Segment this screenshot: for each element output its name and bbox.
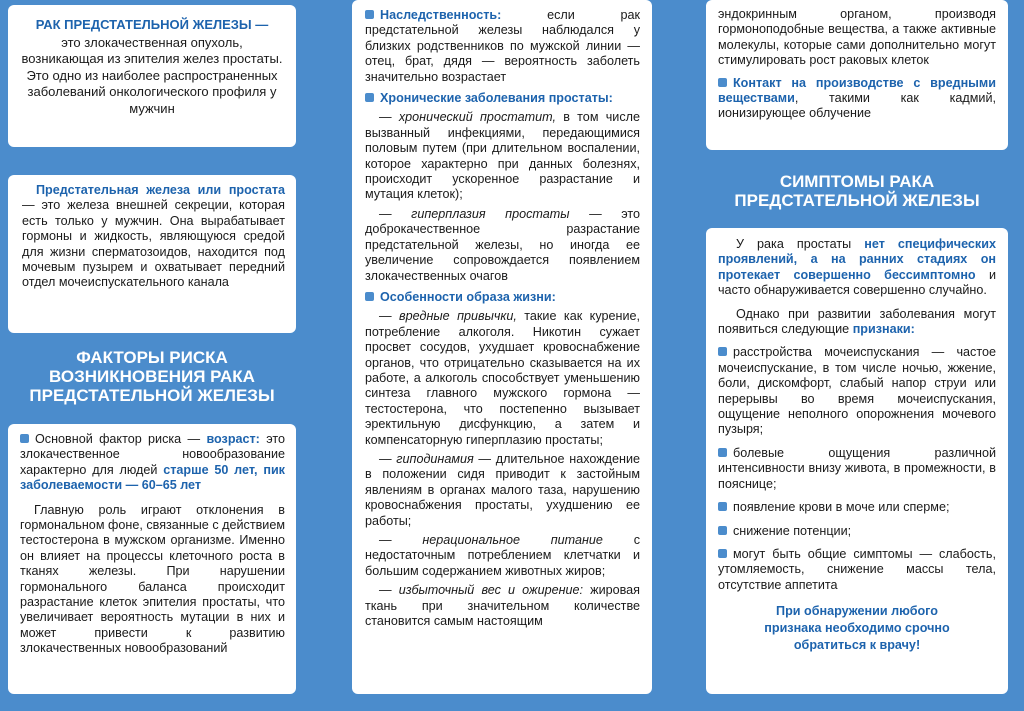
symptoms-box — [706, 228, 1008, 694]
bullet-icon — [718, 78, 727, 87]
definition-box — [8, 5, 296, 147]
lifestyle-item-1: — вредные привычки, такие как курение, потребление алкоголя. Никотин сужает просвет сосудов, ухудшает кровоснабжение органов, что отрицательно сказывается на их работе, а алкоголь способствует уменьшению синтеза главного мужского гормона — тестостерона, что постепенно вызывает эректильную дисфункцию, а затем и компенсаторную гиперплазию простаты; — [365, 309, 640, 447]
sign-item: расстройства мочеиспускания — частое мочеиспускание, в том числе ночью, жжение, боли, дискомфорт, слабый напор струи или перерывы во время мочеиспускания, ощущение неполного опорожнения мочевого пузыря; — [718, 345, 996, 437]
hormone-paragraph: Главную роль играют отклонения в гормональном фоне, связанные с действием тестостерона в мужском организме. Именно он влияет на процессы клеточного роста в тканях железы. При нарушении гормонального баланса происходит разрастание клеток эпителия простаты, что увеличивает вероятность мутации в них и может привести к развитию злокачественных новообразований — [20, 502, 285, 656]
risk-list-box — [352, 0, 652, 694]
age-box — [8, 424, 296, 694]
age-paragraph — [20, 432, 285, 494]
sign-item: снижение потенции; — [718, 524, 996, 539]
continuation-text: эндокринным органом, производя гормоноподобные вещества, а также активные молекулы, которые сами дополнительно могут стимулировать рост раковых клеток — [718, 7, 996, 68]
contact-paragraph — [718, 76, 996, 122]
prostate-title: Предстательная железа или простата — [36, 183, 285, 197]
prostate-paragraph — [22, 183, 285, 291]
symptoms-p2: Однако при развитии заболевания могут появиться следующие признаки: — [718, 306, 996, 337]
lifestyle-item-4: — избыточный вес и ожирение: жировая ткань при значительном количестве становится самым настоящим — [365, 583, 640, 629]
bullet-icon — [365, 292, 374, 301]
sign-item: болевые ощущения различной интенсивности внизу живота, в промежности, в пояснице; — [718, 445, 996, 491]
prostate-box — [8, 175, 296, 333]
bullet-icon — [718, 502, 727, 511]
heredity-title: Наследственность: — [380, 8, 502, 22]
definition-title: РАК ПРЕДСТАТЕЛЬНОЙ ЖЕЛЕЗЫ — — [35, 17, 269, 32]
definition-text: это злокачественная опухоль, возникающая из эпителия желез простаты. Это одно из наиболее распространенных заболеваний онкологического профиля у мужчин — [21, 34, 283, 116]
age-intro-bold: возраст: — [206, 432, 260, 446]
lifestyle-title: Особенности образа жизни: — [365, 290, 640, 305]
bullet-icon — [20, 434, 29, 443]
age-bold: старше 50 лет, пик заболеваемости — 60–65 лет — [20, 462, 285, 493]
prostate-text: — это железа внешней секреции, которая есть только у мужчин. Она вырабатывает гормоны и жидкость, являющуюся средой для жизни сперматозоидов, находится под мочевым пузырем и охватывает передний отдел мочеиспускательного канала — [22, 198, 285, 290]
age-intro: Основной фактор риска — — [35, 432, 207, 446]
risk-factors-heading: ФАКТОРЫ РИСКА ВОЗНИКНОВЕНИЯ РАКА ПРЕДСТАТЕЛЬНОЙ ЖЕЛЕЗЫ — [29, 348, 275, 405]
contact-text: , такими как кадмий, ионизирующее облучение — [718, 91, 996, 121]
symptoms-p1: У рака простаты нет специфических проявлений, а на ранних стадиях он протекает совершенно бессимптомно и часто обнаруживается совершенно случайно. — [718, 237, 996, 298]
lifestyle-item-3: — нерациональное питание с недостаточным потреблением клетчатки и большим содержанием животных жиров; — [365, 533, 640, 578]
sign-item: могут быть общие симптомы — слабость, утомляемость, снижение массы тела, отсутствие аппетита — [718, 546, 996, 592]
sign-item: появление крови в моче или сперме; — [718, 500, 996, 515]
heredity-text: если рак предстательной железы наблюдался у близких родственников по мужской линии — отец, брат, дядя — вероятность заболеть значительно возрастает — [365, 8, 640, 84]
lifestyle-item-2: — гиподинамия — длительное нахождение в положении сидя приводит к застойным явлениям в органах малого таза, нарушению кровоснабжения простаты, ухудшению ее работы; — [365, 451, 640, 528]
symptoms-heading: СИМПТОМЫ РАКА ПРЕДСТАТЕЛЬНОЙ ЖЕЛЕЗЫ — [734, 172, 980, 210]
bullet-icon — [718, 549, 727, 558]
bullet-icon — [365, 10, 374, 19]
final-call: При обнаружении любого признака необходимо срочно обратиться к врачу! — [764, 604, 950, 653]
continuation-box — [706, 0, 1008, 150]
heredity-paragraph — [365, 8, 640, 85]
chronic-item-2: — гиперплазия простаты — это доброкачественное разрастание предстательной железы, но иногда ее увеличение сопровождается появлением злокачественных очагов — [365, 206, 640, 283]
bullet-icon — [718, 347, 727, 356]
contact-title: Контакт на производстве с вредными веществами — [718, 75, 996, 106]
bullet-icon — [718, 526, 727, 535]
chronic-title: Хронические заболевания простаты: — [365, 91, 640, 106]
bullet-icon — [718, 448, 727, 457]
chronic-item-1: — хронический простатит, в том числе вызванный инфекциями, передающимися половым путем (при длительном воспалении, которое характерно при данных болезнях, происходит ускоренное разрастание и мутация клеток); — [365, 110, 640, 202]
age-text: это злокачественное новообразование характерно для людей — [20, 432, 286, 477]
bullet-icon — [365, 93, 374, 102]
